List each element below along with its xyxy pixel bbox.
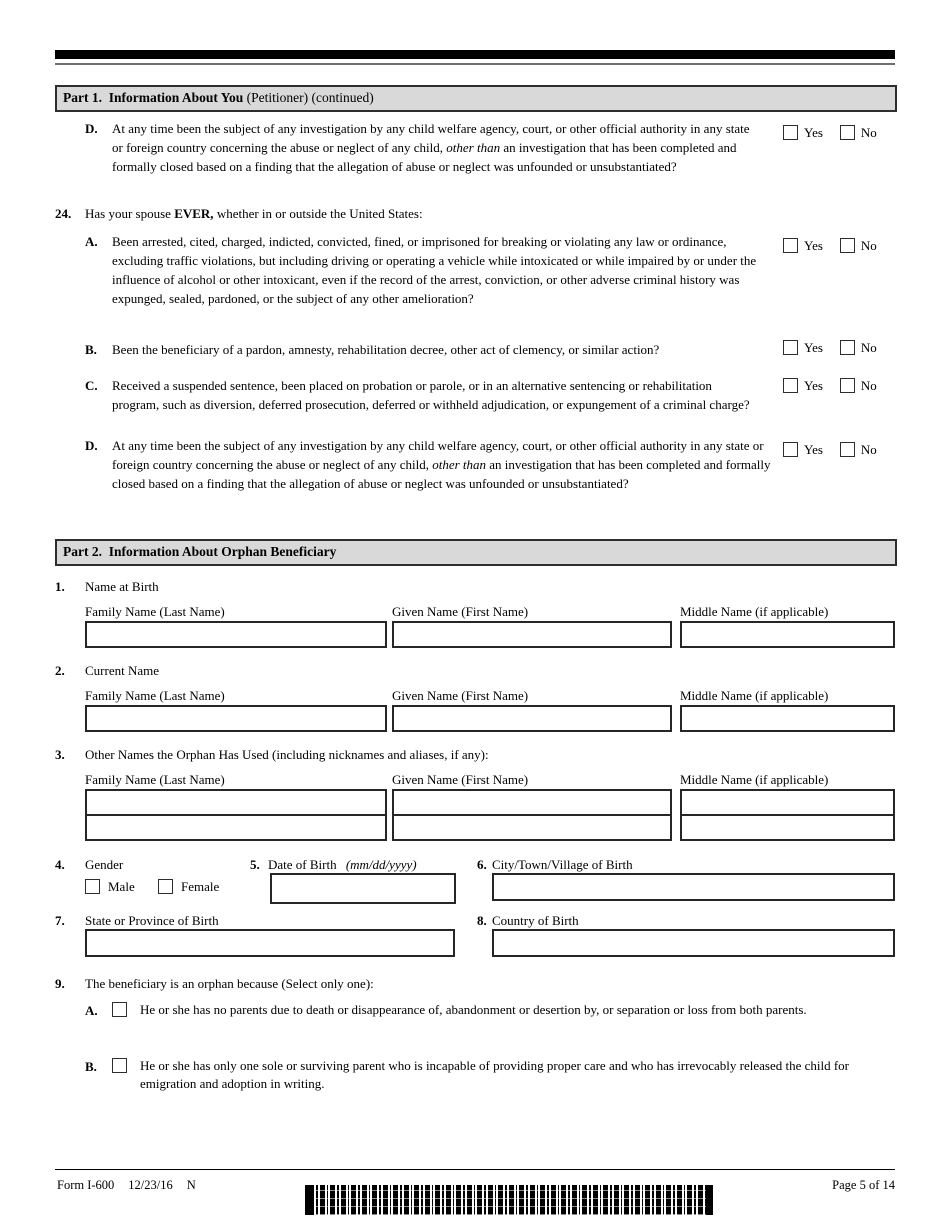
q3-given-name-input-row2[interactable] (392, 814, 672, 841)
footer-rule (55, 1169, 895, 1170)
q24-itemC-label: C. (85, 378, 98, 393)
q2-family-name-label: Family Name (Last Name) (85, 688, 225, 703)
q2-given-name-label: Given Name (First Name) (392, 688, 529, 703)
q3-family-name-label: Family Name (Last Name) (85, 772, 225, 787)
q5-format-hint: (mm/dd/yyyy) (345, 857, 417, 872)
q24-itemB-no-checkbox[interactable] (840, 340, 855, 355)
q5-label-text: Date of Birth (268, 857, 337, 872)
top-gray-rule (55, 63, 895, 65)
q24-itemA-yesno (783, 238, 877, 253)
q24-itemD-text: At any time been the subject of any investigation by any child welfare agency, court, or other official authority in any state or foreign country concerning the abuse or neglect of any child, other than an investigation that has been completed and formally closed based on a finding that the allegation of abuse or neglect was unfounded or unsubstantiated? (112, 438, 771, 491)
q24-itemA-no-checkbox[interactable] (840, 238, 855, 253)
q3-number: 3. (55, 747, 65, 762)
part1-itemD-label: D. (85, 121, 98, 136)
footer-form-info (57, 1178, 210, 1193)
q24-text: Has your spouse EVER, whether in or outside the United States: (85, 206, 423, 221)
q3-given-name-label: Given Name (First Name) (392, 772, 529, 787)
yes-label: Yes (804, 340, 823, 355)
q24-itemB-yes-checkbox[interactable] (783, 340, 798, 355)
q3-family-name-input-row1[interactable] (85, 789, 387, 816)
q5-number: 5. (250, 857, 260, 872)
q1-number: 1. (55, 579, 65, 594)
q6-label: City/Town/Village of Birth (492, 857, 633, 872)
q2-family-name-input[interactable] (85, 705, 387, 732)
q1-middle-name-input[interactable] (680, 621, 895, 648)
q24-itemC-yesno (783, 378, 877, 393)
q9-optionA-checkbox[interactable] (112, 1002, 127, 1017)
male-checkbox[interactable] (85, 879, 100, 894)
yes-label: Yes (804, 442, 823, 457)
q24-itemA-text: Been arrested, cited, charged, indicted, convicted, fined, or imprisoned for breaking or violating any law or ordinance, excluding traffic violations, but including driving or operating a vehicle while intoxicated or while impaired by or under the influence of alcohol or other intoxicant, even if the record of the arrest, conviction, or other adverse criminal history was expunged, sealed, pardoned, or the subject of any other amelioration? (112, 234, 757, 306)
q24-itemA-yes-checkbox[interactable] (783, 238, 798, 253)
q3-label: Other Names the Orphan Has Used (including nicknames and aliases, if any): (85, 747, 489, 762)
q9-optionB-text: He or she has only one sole or surviving parent who is incapable of providing proper care and who has irrevocably released the child for emigration and adoption in writing. (140, 1058, 849, 1091)
female-checkbox[interactable] (158, 879, 173, 894)
q24-itemA-label: A. (85, 234, 98, 249)
no-label: No (860, 442, 877, 457)
q4-number: 4. (55, 857, 65, 872)
q6-city-of-birth-input[interactable] (492, 873, 895, 901)
q9-number: 9. (55, 976, 65, 991)
q2-number: 2. (55, 663, 65, 678)
top-black-bar (55, 50, 895, 59)
q6-number: 6. (477, 857, 487, 872)
q1-given-name-label: Given Name (First Name) (392, 604, 529, 619)
footer-page-number: Page 5 of 14 (832, 1178, 895, 1192)
q24-itemB-label: B. (85, 342, 97, 357)
no-label: No (860, 378, 877, 393)
q7-label: State or Province of Birth (85, 913, 219, 928)
q4-female-option (158, 878, 219, 895)
q24-itemD-yes-checkbox[interactable] (783, 442, 798, 457)
yes-label: Yes (804, 238, 823, 253)
q2-given-name-input[interactable] (392, 705, 672, 732)
q9-optionA-text: He or she has no parents due to death or disappearance of, abandonment or desertion by, or separation or loss from both parents. (140, 1002, 807, 1017)
part1-itemD-no-checkbox[interactable] (840, 125, 855, 140)
q7-number: 7. (55, 913, 65, 928)
q4-label: Gender (85, 857, 124, 872)
q1-given-name-input[interactable] (392, 621, 672, 648)
part2-header: Part 2. Information About Orphan Beneficiary (55, 539, 897, 566)
part1-itemD-yesno (783, 125, 877, 140)
female-label: Female (181, 879, 220, 894)
q9-label: The beneficiary is an orphan because (Select only one): (85, 976, 374, 991)
no-label: No (860, 238, 877, 253)
yes-label: Yes (804, 125, 823, 140)
q9-optionB-label: B. (85, 1059, 97, 1074)
yes-label: Yes (804, 378, 823, 393)
footer-form-id: Form I-600 (57, 1178, 115, 1192)
no-label: No (860, 125, 877, 140)
q1-family-name-label: Family Name (Last Name) (85, 604, 225, 619)
page-barcode (305, 1185, 713, 1215)
q24-itemD-label: D. (85, 438, 98, 453)
q3-middle-name-input-row2[interactable] (680, 814, 895, 841)
footer-edition-date: 12/23/16 (128, 1178, 173, 1192)
q24-itemB-yesno (783, 340, 877, 355)
q2-label: Current Name (85, 663, 160, 678)
q24-number: 24. (55, 206, 72, 221)
q1-label: Name at Birth (85, 579, 159, 594)
male-label: Male (108, 879, 135, 894)
no-label: No (860, 340, 877, 355)
q3-middle-name-input-row1[interactable] (680, 789, 895, 816)
q5-date-of-birth-input[interactable] (270, 873, 456, 904)
q24-itemD-no-checkbox[interactable] (840, 442, 855, 457)
q3-middle-name-label: Middle Name (if applicable) (680, 772, 829, 787)
q7-state-of-birth-input[interactable] (85, 929, 455, 957)
q24-itemC-no-checkbox[interactable] (840, 378, 855, 393)
q24-itemC-yes-checkbox[interactable] (783, 378, 798, 393)
part1-itemD-text: At any time been the subject of any investigation by any child welfare agency, court, or other official authority in any state or foreign country concerning the abuse or neglect of any child, other than an investigation that has been completed and formally closed based on a finding that the allegation of abuse or neglect was unfounded or unsubstantiated? (112, 121, 750, 174)
q3-given-name-input-row1[interactable] (392, 789, 672, 816)
q24-itemB-text: Been the beneficiary of a pardon, amnesty, rehabilitation decree, other act of clemency, or similar action? (112, 342, 660, 357)
q8-number: 8. (477, 913, 487, 928)
q2-middle-name-input[interactable] (680, 705, 895, 732)
q5-label (268, 855, 417, 874)
q1-family-name-input[interactable] (85, 621, 387, 648)
q1-middle-name-label: Middle Name (if applicable) (680, 604, 829, 619)
part1-itemD-yes-checkbox[interactable] (783, 125, 798, 140)
q9-optionB-checkbox[interactable] (112, 1058, 127, 1073)
q24-itemD-yesno (783, 442, 877, 457)
q8-label: Country of Birth (492, 913, 579, 928)
q4-male-option (85, 878, 135, 895)
part1-header: Part 1. Information About You (Petitioner) (continued) (55, 85, 897, 112)
q9-optionA-label: A. (85, 1003, 98, 1018)
q2-middle-name-label: Middle Name (if applicable) (680, 688, 829, 703)
q3-family-name-input-row2[interactable] (85, 814, 387, 841)
footer-revision: N (186, 1178, 196, 1192)
q24-itemC-text: Received a suspended sentence, been placed on probation or parole, or in an alternative sentencing or rehabilitation program, such as diversion, deferred prosecution, deferred or withheld adjudication, or expungement of a criminal charge? (112, 378, 750, 412)
q8-country-of-birth-input[interactable] (492, 929, 895, 957)
